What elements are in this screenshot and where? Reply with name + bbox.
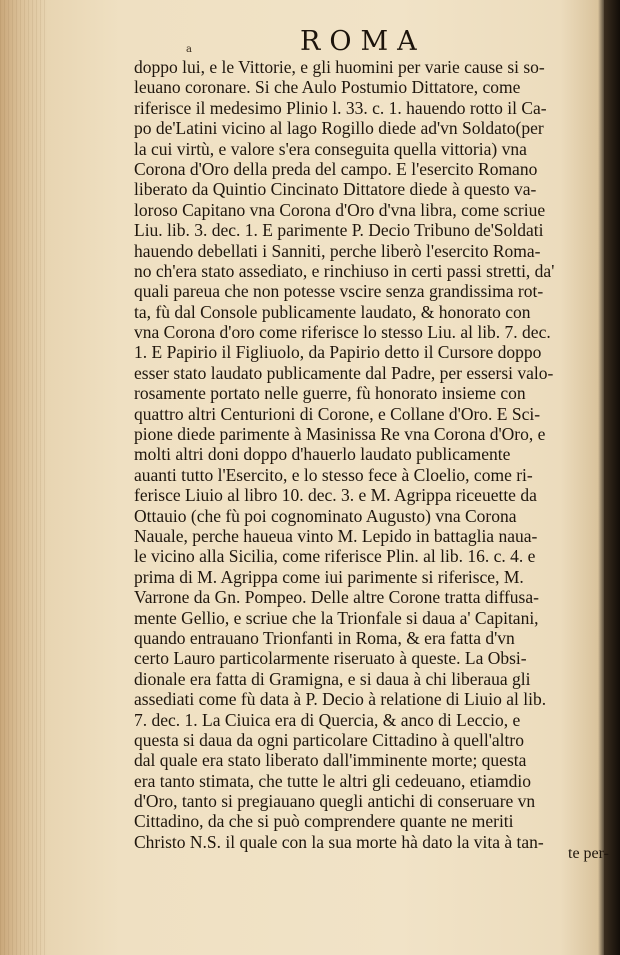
text-line: quali pareua che non potesse vscire senza grandissima rot- [134, 281, 544, 302]
text-line: 7. dec. 1. La Ciuica era di Quercia, & anco di Leccio, e [134, 709, 521, 730]
text-line: ta, fù dal Console publicamente laudato, & honorato con [134, 301, 531, 322]
text-line: hauendo debellati i Sanniti, perche liberò l'esercito Roma- [134, 240, 541, 261]
text-line: quando entrauano Trionfanti in Roma, & era fatta d'vn [134, 627, 515, 648]
text-line: liberato da Quintio Cincinato Dittatore diede à questo va- [134, 179, 537, 200]
text-line: no ch'era stato assediato, e rinchiuso in certi passi stretti, da' [134, 260, 555, 281]
text-line: riferisce il medesimo Plinio l. 33. c. 1. hauendo rotto il Ca- [134, 97, 547, 118]
text-line: doppo lui, e le Vittorie, e gli huomini per varie cause si so- [134, 57, 545, 77]
text-line: Liu. lib. 3. dec. 1. E parimente P. Decio Tribuno de'Soldati [134, 220, 544, 241]
text-line: la cui virtù, e valore s'era conseguita quella vittoria) vna [134, 138, 527, 159]
page-gutter [0, 0, 48, 955]
running-header: ROMA [300, 26, 426, 57]
text-body [134, 57, 606, 852]
text-line: leuano coronare. Si che Aulo Postumio Dittatore, come [134, 77, 521, 98]
text-line: rosamente portato nelle guerre, fù honorato insieme con [134, 383, 526, 404]
catchword: te per- [568, 845, 609, 862]
text-line: 1. E Papirio il Figliuolo, da Papirio detto il Cursore doppo [134, 342, 542, 363]
text-line: Corona d'Oro della preda del campo. E l'esercito Romano [134, 158, 538, 179]
text-line: Ottauio (che fù poi cognominato Augusto) vna Corona [134, 505, 517, 526]
text-line: esser stato laudato publicamente dal Padre, per essersi valo- [134, 362, 554, 383]
text-line: certo Lauro particolarmente riseruato à queste. La Obsi- [134, 648, 527, 669]
text-line: d'Oro, tanto si pregiauano quegli antichi di conseruare vn [134, 791, 536, 812]
text-line: assediati come fù data à P. Decio à relatione di Liuio al lib. [134, 689, 547, 710]
text-line: questa si daua da ogni particolare Cittadino à quell'altro [134, 729, 524, 750]
text-line: ferisce Liuio al libro 10. dec. 3. e M. Agrippa riceuette da [134, 485, 537, 506]
text-line: mente Gellio, e scriue che la Trionfale si daua a' Capitani, [134, 607, 539, 628]
text-line: loroso Capitano vna Corona d'Oro d'vna libra, come scriue [134, 199, 546, 220]
text-line: Nauale, perche haueua vinto M. Lepido in battaglia naua- [134, 525, 538, 546]
header-mark: a [186, 44, 192, 55]
text-line: dionale era fatta di Gramigna, e si daua à chi liberaua gli [134, 668, 531, 689]
text-line: dal quale era stato liberato dall'imminente morte; questa [134, 750, 527, 771]
text-line: le vicino alla Sicilia, come riferisce Plin. al lib. 16. c. 4. e [134, 546, 536, 567]
text-line: vna Corona d'oro come riferisce lo stesso Liu. al lib. 7. dec. [134, 322, 551, 343]
text-line: Varrone da Gn. Pompeo. Delle altre Corone tratta diffusa- [134, 587, 539, 608]
text-line: Christo N.S. il quale con la sua morte hà dato la vita à tan- [134, 831, 544, 852]
text-line: po de'Latini vicino al lago Rogillo diede ad'vn Soldato(per [134, 118, 544, 139]
text-line: Cittadino, da che si può comprendere quante ne meriti [134, 811, 514, 832]
text-line: pione diede parimente à Masinissa Re vna Corona d'Oro, e [134, 424, 546, 445]
text-line: auanti tutto l'Esercito, e lo stesso fece à Cloelio, come ri- [134, 464, 533, 485]
text-line: molti altri doni doppo d'hauerlo laudato publicamente [134, 444, 511, 465]
text-line: quattro altri Centurioni di Corone, e Collane d'Oro. E Sci- [134, 403, 541, 424]
text-line: era tanto stimata, che tutte le altri gli cedeuano, etiamdio [134, 770, 531, 791]
page-edge-shadow [604, 0, 620, 955]
text-line: prima di M. Agrippa come iui parimente si riferisce, M. [134, 566, 524, 587]
